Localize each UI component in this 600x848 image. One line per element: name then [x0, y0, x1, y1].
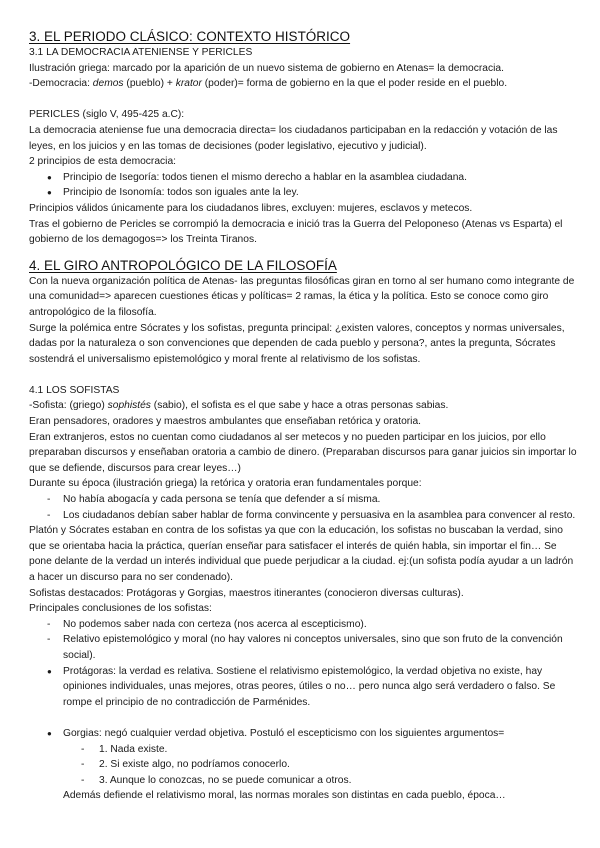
list-item: - No había abogacía y cada persona se tenía que defender a sí misma. [29, 492, 577, 508]
arguments-list [29, 742, 577, 789]
list-item: - Relativo epistemológico y moral (no hay valores ni conceptos universales, sino que son fruto de la convención social). [29, 632, 577, 663]
list-item: - 1. Nada existe. [29, 742, 577, 758]
text-run: (sabio), el sofista es el que sabe y hace a otras personas sabias. [150, 400, 449, 412]
paragraph: 2 principios de esta democracia: [29, 156, 176, 168]
paragraph: Durante su época (ilustración griega) la retórica y oratoria eran fundamentales porque: [29, 478, 422, 490]
paragraph: Eran extranjeros, estos no cuentan como ciudadanos al ser metecos y no pueden participar en los juicios, por ello preparaban discursos y enseñaban oratoria a cambio de dinero. (Preparaban discursos para ganar juicios sin importar lo que se defiende, discursos para crear leyes…) [29, 431, 577, 474]
term-krator: krator [175, 78, 202, 90]
list-item: - Los ciudadanos debían saber hablar de forma convincente y persuasiva en la asamblea para convencer al resto. [29, 508, 577, 524]
section-4-title: 4. EL GIRO ANTROPOLÓGICO DE LA FILOSOFÍA [29, 257, 337, 273]
text-run: -Democracia: [29, 78, 93, 90]
section-3-title: 3. EL PERIODO CLÁSICO: CONTEXTO HISTÓRICO [29, 29, 351, 44]
list-item-protagoras: ● Protágoras: la verdad es relativa. Sostiene el relativismo epistemológico, la verdad objetiva no existe, hay opiniones individuales, unas mejores, otras peores, útiles o no… pero nunca algo será verdadero o falso. Se rompe el principio de no contradicción de Parménides. [29, 664, 577, 711]
democracy-definition [29, 76, 577, 92]
list-item: - 3. Aunque lo conozcas, no se puede comunicar a otros. [29, 773, 577, 789]
paragraph: Principales conclusiones de los sofistas: [29, 603, 212, 615]
paragraph: Sofistas destacados: Protágoras y Gorgias, maestros itinerantes (conocieron diversas culturas). [29, 587, 464, 599]
term-demos: demos [92, 78, 124, 90]
list-item-gorgias: ● Gorgias: negó cualquier verdad objetiva. Postuló el escepticismo con los siguientes argumentos= [29, 726, 577, 742]
list-item: ● Principio de Isegoría: todos tienen el mismo derecho a hablar en la asamblea ciudadana. [29, 170, 577, 186]
paragraph: Tras el gobierno de Pericles se corrompió la democracia e inició tras la Guerra del Peloponeso (Atenas vs Esparta) el gobierno de los demagogos=> los Treinta Tiranos. [29, 218, 563, 246]
reasons-list [29, 492, 577, 523]
conclusions-list [29, 617, 577, 664]
paragraph: Con la nueva organización política de Atenas- las preguntas filosóficas giran en torno al ser humano como integrante de una comunidad=> aparecen cuestiones éticas y políticas= 2 ramas, la ética y la política. Esto se conoce como giro antropológico de la filosofía. [29, 275, 575, 318]
paragraph: La democracia ateniense fue una democracia directa= los ciudadanos participaban en la redacción y votación de las leyes, en los juicios y en las tomas de decisiones (poder legislativo, ejecutivo y judicial). [29, 124, 558, 152]
paragraph: Surge la polémica entre Sócrates y los sofistas, pregunta principal: ¿existen valores, conceptos y normas universales, dadas por la naturaleza o son convenciones que dependen de cada pueblo y persona?, antes la pregunta, Sócrates sostendrá el universalismo epistemológico y moral frente al relativismo de los sofistas. [29, 322, 565, 365]
closing-paragraph: Además defiende el relativismo moral, las normas morales son distintas en cada pueblo, época… [63, 790, 506, 802]
list-item: ● Principio de Isonomía: todos son iguales ante la ley. [29, 185, 577, 201]
list-item: - 2. Si existe algo, no podríamos conocerlo. [29, 757, 577, 773]
paragraph: Principios válidos únicamente para los ciudadanos libres, excluyen: mujeres, esclavos y metecos. [29, 202, 473, 214]
paragraph: Eran pensadores, oradores y maestros ambulantes que enseñaban retórica y oratoria. [29, 416, 422, 428]
paragraph: Platón y Sócrates estaban en contra de los sofistas ya que con la educación, los sofistas no buscaban la verdad, sino que se orientaba hacia la práctica, querían enseñar para satisfacer el interés de quién habla, sin importar el fin… Se pone delante de la verdad un interés individual que puede perjudicar a la ciudad. ej:(un sofista podía ayudar a un ladrón a hacer un discurso para no ser condenado). [29, 525, 574, 583]
list-item: - No podemos saber nada con certeza (nos acerca al escepticismo). [29, 617, 577, 633]
document-page [29, 28, 577, 804]
gorgias-list [29, 726, 577, 742]
section-4-1-title: 4.1 LOS SOFISTAS [29, 384, 120, 396]
term-sophistes: sophistés [107, 400, 151, 412]
principles-list [29, 170, 577, 201]
pericles-heading: PERICLES (siglo V, 495-425 a.C): [29, 109, 185, 121]
sofista-definition [29, 398, 577, 414]
paragraph: Ilustración griega: marcado por la aparición de un nuevo sistema de gobierno en Atenas= la democracia. [29, 62, 504, 74]
text-run: (poder)= forma de gobierno en la que el poder reside en el pueblo. [201, 78, 508, 90]
text-run: (pueblo) + [123, 78, 176, 90]
section-3-1-subtitle: 3.1 LA DEMOCRACIA ATENIENSE Y PERICLES [29, 47, 253, 58]
text-run: -Sofista: (griego) [29, 400, 108, 412]
protagoras-list [29, 664, 577, 711]
